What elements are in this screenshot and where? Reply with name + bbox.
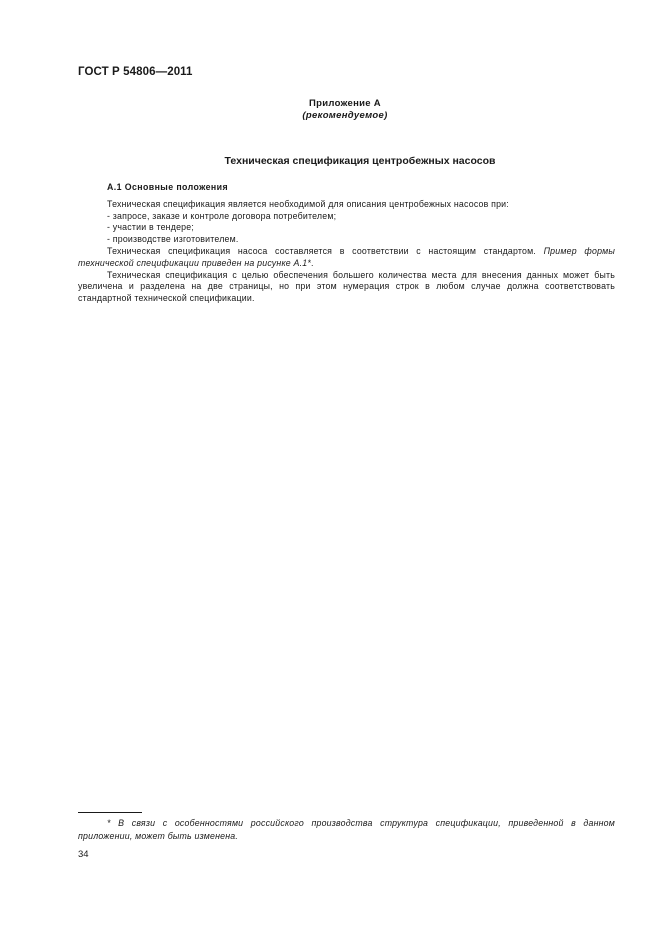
section-heading: А.1 Основные положения: [107, 182, 228, 192]
paragraph-pagination: Техническая спецификация с целью обеспечения большего количества места для внесения данных может быть увеличена и разделена на две страницы, но при этом нумерация строк в любом случае должна соответствовать стандартной технической спецификации.: [78, 269, 615, 304]
paragraph-form-text: Техническая спецификация насоса составляется в соответствии с настоящим стандартом.: [107, 245, 544, 256]
footnote-divider: [78, 812, 142, 813]
list-item: - запросе, заказе и контроле договора потребителем;: [107, 210, 337, 221]
footnote: * В связи с особенностями российского производства структура спецификации, приведенной в данном приложении, может быть изменена.: [78, 818, 615, 841]
list-item: - участии в тендере;: [107, 222, 194, 233]
figure-reference: Пример формы технической спецификации приведен на рисунке А.1*: [78, 245, 615, 268]
page-number: 34: [78, 849, 89, 860]
annex-status-close: ): [384, 110, 388, 121]
annex-status: [0, 110, 661, 122]
annex-status-word: рекомендуемое: [305, 110, 385, 121]
standard-designation: ГОСТ Р 54806—2011: [78, 66, 193, 78]
paragraph-form-reference: [78, 246, 615, 270]
annex-status-open: (: [302, 110, 306, 121]
annex-body: [78, 182, 615, 305]
paragraph-form-end: .: [310, 257, 314, 268]
paragraph-intro: Техническая спецификация является необходимой для описания центробежных насосов при:: [107, 198, 509, 209]
annex-heading: Техническая спецификация центробежных насосов: [224, 155, 496, 167]
list-item: - производстве изготовителем.: [107, 234, 239, 245]
annex-title: Приложение А: [309, 98, 381, 109]
